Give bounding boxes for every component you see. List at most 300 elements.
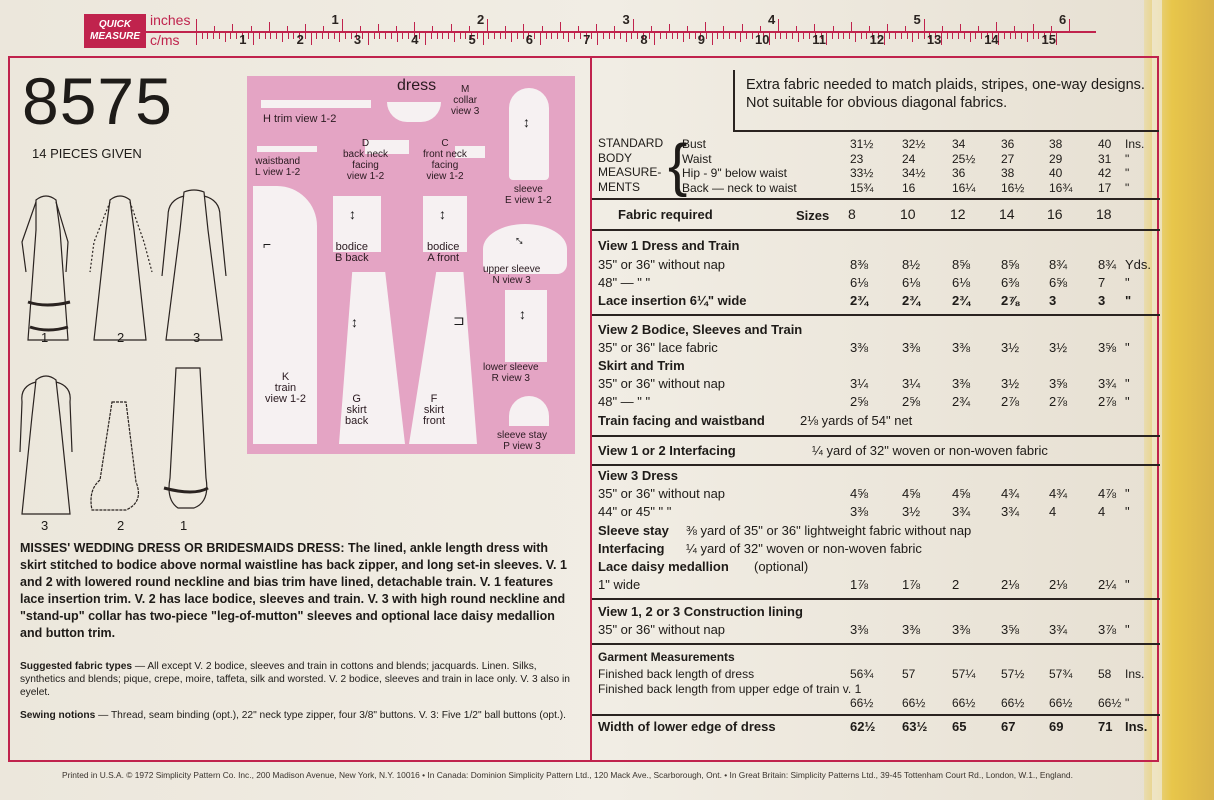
cm-mark: 13 — [926, 32, 942, 47]
body-value: 32½ — [902, 137, 926, 151]
row-value: 3¾ — [1001, 504, 1020, 519]
body-unit: " — [1125, 151, 1130, 166]
row-unit: Ins. — [1125, 719, 1148, 734]
body-value: 29 — [1049, 151, 1063, 166]
row-value: 4⅞ — [1098, 486, 1117, 501]
fabric-types: Suggested fabric types — All except V. 2 bodice, sleeves and train in cottons and blends; jacquards. Linen. Silks, synthetics and blends; pique, crepe, moire, taffeta, silk and worsted. V. 2 bodice, sleeves and train in lace only. V. 3 also in eyelet. — [20, 661, 570, 698]
cm-tick — [374, 33, 375, 39]
label-g: G skirt back — [345, 393, 369, 427]
row-value: 3⅜ — [850, 340, 869, 355]
inch-tick — [323, 26, 324, 31]
ruler-logo — [84, 14, 146, 48]
frame-bottom — [8, 760, 1158, 762]
body-value: 17 — [1098, 180, 1112, 195]
cm-tick — [1004, 33, 1005, 39]
cm-tick — [660, 33, 661, 39]
row-value: 3⅝ — [1098, 340, 1117, 355]
cm-tick — [614, 33, 615, 39]
cm-tick — [568, 33, 569, 42]
row-value: 4 — [1098, 504, 1106, 519]
inch-tick — [687, 26, 688, 31]
label-m: M collar view 3 — [451, 84, 480, 117]
cm-tick — [712, 33, 713, 45]
body-label: Bust — [682, 137, 707, 151]
cm-tick — [1015, 33, 1016, 39]
cm-tick — [792, 33, 793, 39]
body-value: 36 — [952, 166, 966, 180]
row-value: 3⅜ — [850, 504, 869, 519]
cm-tick — [534, 33, 535, 39]
row-value: 3⅝ — [1049, 376, 1068, 391]
row-value: 6⅛ — [952, 275, 971, 290]
dress-views-illustration — [14, 172, 244, 532]
cm-tick — [654, 33, 655, 45]
inch-tick — [796, 26, 797, 31]
inch-tick — [1033, 24, 1034, 31]
row-value: 3½ — [1001, 340, 1020, 355]
view1-title: View 1 Dress and Train — [598, 238, 740, 253]
cm-tick — [379, 33, 380, 39]
row-value: 57¼ — [952, 667, 976, 681]
inch-tick — [887, 24, 888, 31]
row-value: 2⅛ — [1049, 577, 1068, 592]
quick-measure-ruler — [84, 14, 1096, 48]
body-value: 16¾ — [1049, 180, 1073, 195]
view3-title: View 3 Dress — [598, 468, 678, 483]
cm-tick — [265, 33, 266, 39]
cm-tick — [259, 33, 260, 39]
row-label: 35" or 36" without nap — [598, 257, 726, 272]
row-label: 48" — " " — [598, 275, 651, 290]
cm-tick — [546, 33, 547, 39]
body-value: 34½ — [902, 166, 926, 180]
grain-arrow-e: ↕ — [523, 114, 530, 130]
cm-mark: 2 — [296, 32, 304, 47]
cm-tick — [729, 33, 730, 39]
label-b: bodice B back — [335, 241, 369, 264]
cm-mark: 1 — [239, 32, 247, 47]
inch-tick — [905, 26, 906, 31]
cm-tick — [219, 33, 220, 39]
cm-tick — [855, 33, 856, 42]
cm-tick — [305, 33, 306, 39]
cm-tick — [609, 33, 610, 39]
cm-tick — [826, 33, 827, 45]
inch-tick — [523, 24, 524, 31]
row-unit: " — [1125, 504, 1130, 519]
inch-tick — [996, 22, 997, 31]
cm-tick — [849, 33, 850, 39]
cm-tick — [1027, 33, 1028, 42]
body-label: Back — neck to waist — [682, 180, 797, 195]
body-value: 31 — [1098, 151, 1112, 166]
cm-tick — [970, 33, 971, 42]
inch-tick — [669, 24, 670, 31]
label-r: lower sleeve R view 3 — [483, 362, 539, 384]
frame-divider — [590, 58, 592, 762]
row-unit: " — [1125, 394, 1130, 409]
body-value: 25½ — [952, 151, 976, 166]
cm-tick — [895, 33, 896, 39]
cm-tick — [964, 33, 965, 39]
row-value: 8¾ — [1049, 257, 1068, 272]
view3-dress-back — [22, 376, 70, 514]
inch-tick — [542, 26, 543, 31]
pieces-given: 14 PIECES GIVEN — [32, 146, 142, 161]
inch-tick — [614, 26, 615, 31]
inch-tick — [305, 24, 306, 31]
cm-tick — [958, 33, 959, 39]
row-unit: " — [1125, 293, 1132, 308]
row-value: 4⅝ — [850, 486, 869, 501]
row-value: 2⅞ — [1049, 394, 1068, 409]
cm-tick — [597, 33, 598, 45]
row-value: 69 — [1049, 719, 1064, 734]
cm-mark: 14 — [984, 32, 999, 47]
row-value: 3⅜ — [952, 376, 971, 391]
cm-tick — [843, 33, 844, 39]
label-p: sleeve stay P view 3 — [497, 430, 548, 452]
piece-l — [257, 146, 317, 152]
cm-tick — [626, 33, 627, 42]
inch-mark: 1 — [331, 12, 339, 27]
cm-tick — [334, 33, 335, 39]
row-label: 1" wide — [598, 577, 641, 592]
label-dress: dress — [397, 77, 437, 94]
inch-tick — [851, 22, 852, 31]
row-value: 67 — [1001, 719, 1016, 734]
cm-tick — [483, 33, 484, 45]
cm-tick — [947, 33, 948, 39]
cm-tick — [276, 33, 277, 39]
pattern-description — [20, 540, 576, 642]
garment-title: Garment Measurements — [598, 650, 735, 664]
inches-label: inches — [150, 12, 191, 28]
cm-tick — [901, 33, 902, 39]
size-header: 14 — [999, 206, 1015, 222]
cm-tick — [500, 33, 501, 39]
row-value: 4¾ — [1001, 486, 1020, 501]
body-unit: " — [1125, 166, 1130, 180]
inch-tick — [833, 26, 834, 31]
row-value: 3⅜ — [952, 340, 971, 355]
inch-tick — [487, 19, 488, 31]
body-value: 33½ — [850, 166, 874, 180]
cm-tick — [397, 33, 398, 42]
inch-tick — [651, 26, 652, 31]
pattern-number: 8575 — [22, 64, 173, 138]
row-value: 6⅜ — [1001, 275, 1020, 290]
cm-tick — [494, 33, 495, 39]
view3-dress-front — [166, 190, 222, 340]
body-value: 31½ — [850, 137, 874, 151]
train-facing-label: Train facing and waistband — [598, 413, 765, 428]
cm-tick — [603, 33, 604, 39]
row-label: 48" — " " — [598, 394, 651, 409]
footer-copyright: Printed in U.S.A. © 1972 Simplicity Pattern Co. Inc., 200 Madison Avenue, New York, N.Y. 10016 • In Canada: Dominion Simplicity Pattern Ltd., 120 Mack Ave., Scarborough, Ont. • In Great Britain: Simplicity Patterns Ltd., 39-45 Tottenham Court Rd., London, W.1., England. — [62, 770, 1073, 780]
cm-tick — [488, 33, 489, 39]
row-value: 71 — [1098, 719, 1113, 734]
body-value: 16¼ — [952, 180, 976, 195]
description-title: MISSES' WEDDING DRESS OR BRIDESMAIDS DRESS: — [20, 541, 345, 555]
cm-tick — [924, 33, 925, 39]
cm-tick — [866, 33, 867, 39]
body-value: 16 — [902, 180, 916, 195]
inch-tick — [960, 24, 961, 31]
inch-tick — [1069, 19, 1070, 31]
cm-tick — [282, 33, 283, 42]
row-value: 63½ — [902, 719, 928, 734]
cm-tick — [368, 33, 369, 45]
size-header: 18 — [1096, 206, 1112, 222]
cm-tick — [460, 33, 461, 39]
cm-tick — [780, 33, 781, 39]
v3-int-label: Interfacing — [598, 541, 665, 556]
piece-r — [505, 290, 547, 362]
size-header: 12 — [950, 206, 966, 222]
cm-tick — [746, 33, 747, 39]
cm-mark: 12 — [869, 32, 885, 47]
inch-tick — [342, 19, 343, 31]
cm-tick — [563, 33, 564, 39]
stay-label: Sleeve stay — [598, 523, 669, 538]
row-value: 2¾ — [850, 293, 869, 308]
body-value: 34 — [952, 137, 966, 151]
inch-tick — [778, 19, 779, 31]
inch-mark: 3 — [622, 12, 630, 27]
cm-tick — [1010, 33, 1011, 39]
row-value: 3¾ — [1049, 622, 1068, 637]
v3-int-text: ¼ yard of 32" woven or non-woven fabric — [686, 541, 922, 556]
cm-tick — [437, 33, 438, 39]
cm-tick — [689, 33, 690, 39]
inch-tick — [723, 26, 724, 31]
cm-tick — [248, 33, 249, 39]
row-value: 2⅞ — [1001, 394, 1020, 409]
grain-arrow-f: ⊐ — [453, 312, 465, 328]
rule-garment — [592, 714, 1160, 716]
cm-tick — [408, 33, 409, 39]
piece-m — [387, 102, 441, 122]
frame-right — [1157, 56, 1159, 762]
fabric-required-label: Fabric required — [618, 207, 713, 222]
row-value: 3⅜ — [952, 622, 971, 637]
inch-tick — [978, 26, 979, 31]
row-value: 4⅝ — [952, 486, 971, 501]
row-label: 35" or 36" without nap — [598, 376, 726, 391]
body-label: Waist — [682, 151, 712, 166]
medallion-label: Lace daisy medallion — [598, 559, 729, 574]
row-value: 3⅞ — [1098, 622, 1117, 637]
inch-tick — [578, 26, 579, 31]
row-value: 56¾ — [850, 667, 874, 681]
cm-tick — [683, 33, 684, 42]
view-label-1b: 1 — [180, 518, 188, 533]
row-value: 8⅝ — [952, 257, 971, 272]
cm-tick — [419, 33, 420, 39]
cm-tick — [523, 33, 524, 39]
cm-tick — [225, 33, 226, 42]
cm-tick — [912, 33, 913, 42]
cm-tick — [861, 33, 862, 39]
interfacing-text: ¼ yard of 32" woven or non-woven fabric — [812, 443, 1048, 458]
brace: { — [668, 133, 688, 198]
cm-tick — [517, 33, 518, 39]
cm-tick — [431, 33, 432, 39]
cm-tick — [752, 33, 753, 39]
cm-tick — [288, 33, 289, 39]
piece-h — [261, 100, 371, 108]
row-label: 44" or 45" " " — [598, 504, 672, 519]
cm-tick — [196, 33, 197, 45]
cm-tick — [236, 33, 237, 39]
cm-tick — [345, 33, 346, 39]
cm-tick — [706, 33, 707, 39]
label-e: sleeve E view 1-2 — [505, 184, 552, 206]
rule-body — [592, 198, 1160, 200]
cm-tick — [202, 33, 203, 39]
label-d: D back neck facing view 1-2 — [343, 138, 389, 182]
cm-tick — [505, 33, 506, 39]
row-value: 2¾ — [902, 293, 921, 308]
cm-tick — [328, 33, 329, 39]
inch-tick — [196, 19, 197, 31]
cm-tick — [270, 33, 271, 39]
label-k: K train view 1-2 — [265, 371, 306, 405]
cm-tick — [952, 33, 953, 39]
cm-tick — [723, 33, 724, 39]
inch-tick — [760, 26, 761, 31]
logo-line2: MEASURE — [89, 31, 140, 42]
cm-tick — [786, 33, 787, 39]
cm-tick — [832, 33, 833, 39]
label-f: F skirt front — [423, 393, 446, 427]
row-value: 66½ — [1098, 696, 1122, 710]
row-value: 1⅞ — [902, 577, 921, 592]
cm-tick — [213, 33, 214, 39]
cm-tick — [649, 33, 650, 39]
row-value: 2⅞ — [1001, 293, 1020, 308]
cm-tick — [362, 33, 363, 39]
row-value: 2⅞ — [1098, 394, 1117, 409]
row-value: 2¾ — [952, 293, 971, 308]
view1-train — [169, 368, 207, 508]
inch-tick — [742, 24, 743, 31]
rule-sizes — [592, 229, 1160, 231]
train-facing-value: 2⅛ yards of 54" net — [800, 413, 913, 428]
row-value: 2⅝ — [902, 394, 921, 409]
row-value: 66½ — [850, 696, 874, 710]
piece-p — [509, 396, 549, 426]
piece-k — [253, 186, 317, 444]
row-value: 3¾ — [1098, 376, 1117, 391]
inch-mark: 5 — [913, 12, 921, 27]
row-value: 66½ — [1049, 696, 1073, 710]
stay-text: ⅜ yard of 35" or 36" lightweight fabric without nap — [686, 523, 972, 538]
cm-tick — [591, 33, 592, 39]
grain-arrow-r: ↕ — [519, 306, 526, 322]
frame-left — [8, 56, 10, 762]
note-line2: Not suitable for obvious diagonal fabrics. — [746, 95, 1008, 111]
cm-mark: 10 — [755, 32, 770, 47]
grain-arrow-a: ↕ — [439, 206, 446, 222]
inch-tick — [596, 24, 597, 31]
row-value: 3½ — [1049, 340, 1068, 355]
row-value: 3⅝ — [1001, 622, 1020, 637]
inch-mark: 4 — [768, 12, 776, 27]
cm-tick — [207, 33, 208, 39]
label-l: waistband L view 1-2 — [255, 156, 301, 178]
body-side-label: MENTS — [598, 179, 640, 194]
cm-tick — [253, 33, 254, 45]
cm-tick — [775, 33, 776, 39]
note-line1: Extra fabric needed to match plaids, stripes, one-way designs. — [746, 77, 1145, 93]
inch-tick — [633, 19, 634, 31]
cm-tick — [889, 33, 890, 39]
row-value: 7 — [1098, 275, 1106, 290]
cm-tick — [1033, 33, 1034, 39]
row-value: 8⅜ — [850, 257, 869, 272]
body-value: 40 — [1049, 166, 1063, 180]
row-value: 1⅞ — [850, 577, 869, 592]
view-label-2: 2 — [117, 330, 125, 345]
rule-v2 — [592, 435, 1160, 437]
cm-mark: 4 — [411, 32, 419, 47]
cm-tick — [580, 33, 581, 39]
body-value: 23 — [850, 151, 864, 166]
cm-tick — [425, 33, 426, 45]
cm-tick — [442, 33, 443, 39]
cm-tick — [637, 33, 638, 39]
view-label-3: 3 — [193, 330, 201, 345]
body-value: 40 — [1098, 137, 1112, 151]
row-value: 3¼ — [850, 376, 869, 391]
row-value: 8¾ — [1098, 257, 1117, 272]
piece-e — [509, 88, 549, 180]
cm-mark: 7 — [583, 32, 591, 47]
row-value: 2⅝ — [850, 394, 869, 409]
row-unit: Yds. — [1125, 257, 1152, 272]
sizes-label: Sizes — [796, 208, 830, 223]
cm-mark: 5 — [468, 32, 476, 47]
cm-mark: 6 — [525, 32, 534, 47]
cm-tick — [477, 33, 478, 39]
inch-tick — [814, 24, 815, 31]
rule-v3 — [592, 598, 1160, 600]
view2-title: View 2 Bodice, Sleeves and Train — [598, 322, 803, 337]
cm-tick — [454, 33, 455, 42]
body-label: Hip - 9" below waist — [682, 166, 787, 180]
body-value: 42 — [1098, 166, 1112, 180]
body-value: 16½ — [1001, 180, 1025, 195]
row-value: 62½ — [850, 719, 876, 734]
body-value: 38 — [1049, 137, 1063, 151]
lining-title: View 1, 2 or 3 Construction lining — [598, 604, 803, 619]
row-value: 3⅜ — [902, 622, 921, 637]
cm-tick — [981, 33, 982, 39]
cm-tick — [322, 33, 323, 39]
row-value: 3 — [1098, 293, 1106, 308]
cm-tick — [918, 33, 919, 39]
row-value: 2⅛ — [1001, 577, 1020, 592]
row-value: 2¾ — [952, 394, 971, 409]
cm-tick — [672, 33, 673, 39]
row-value: 3⅜ — [850, 622, 869, 637]
cm-mark: 15 — [1041, 32, 1056, 47]
row-value: 3¼ — [902, 376, 921, 391]
grain-arrow-n: ↕ — [510, 231, 527, 249]
grain-arrow-k: ⌐ — [263, 236, 272, 252]
